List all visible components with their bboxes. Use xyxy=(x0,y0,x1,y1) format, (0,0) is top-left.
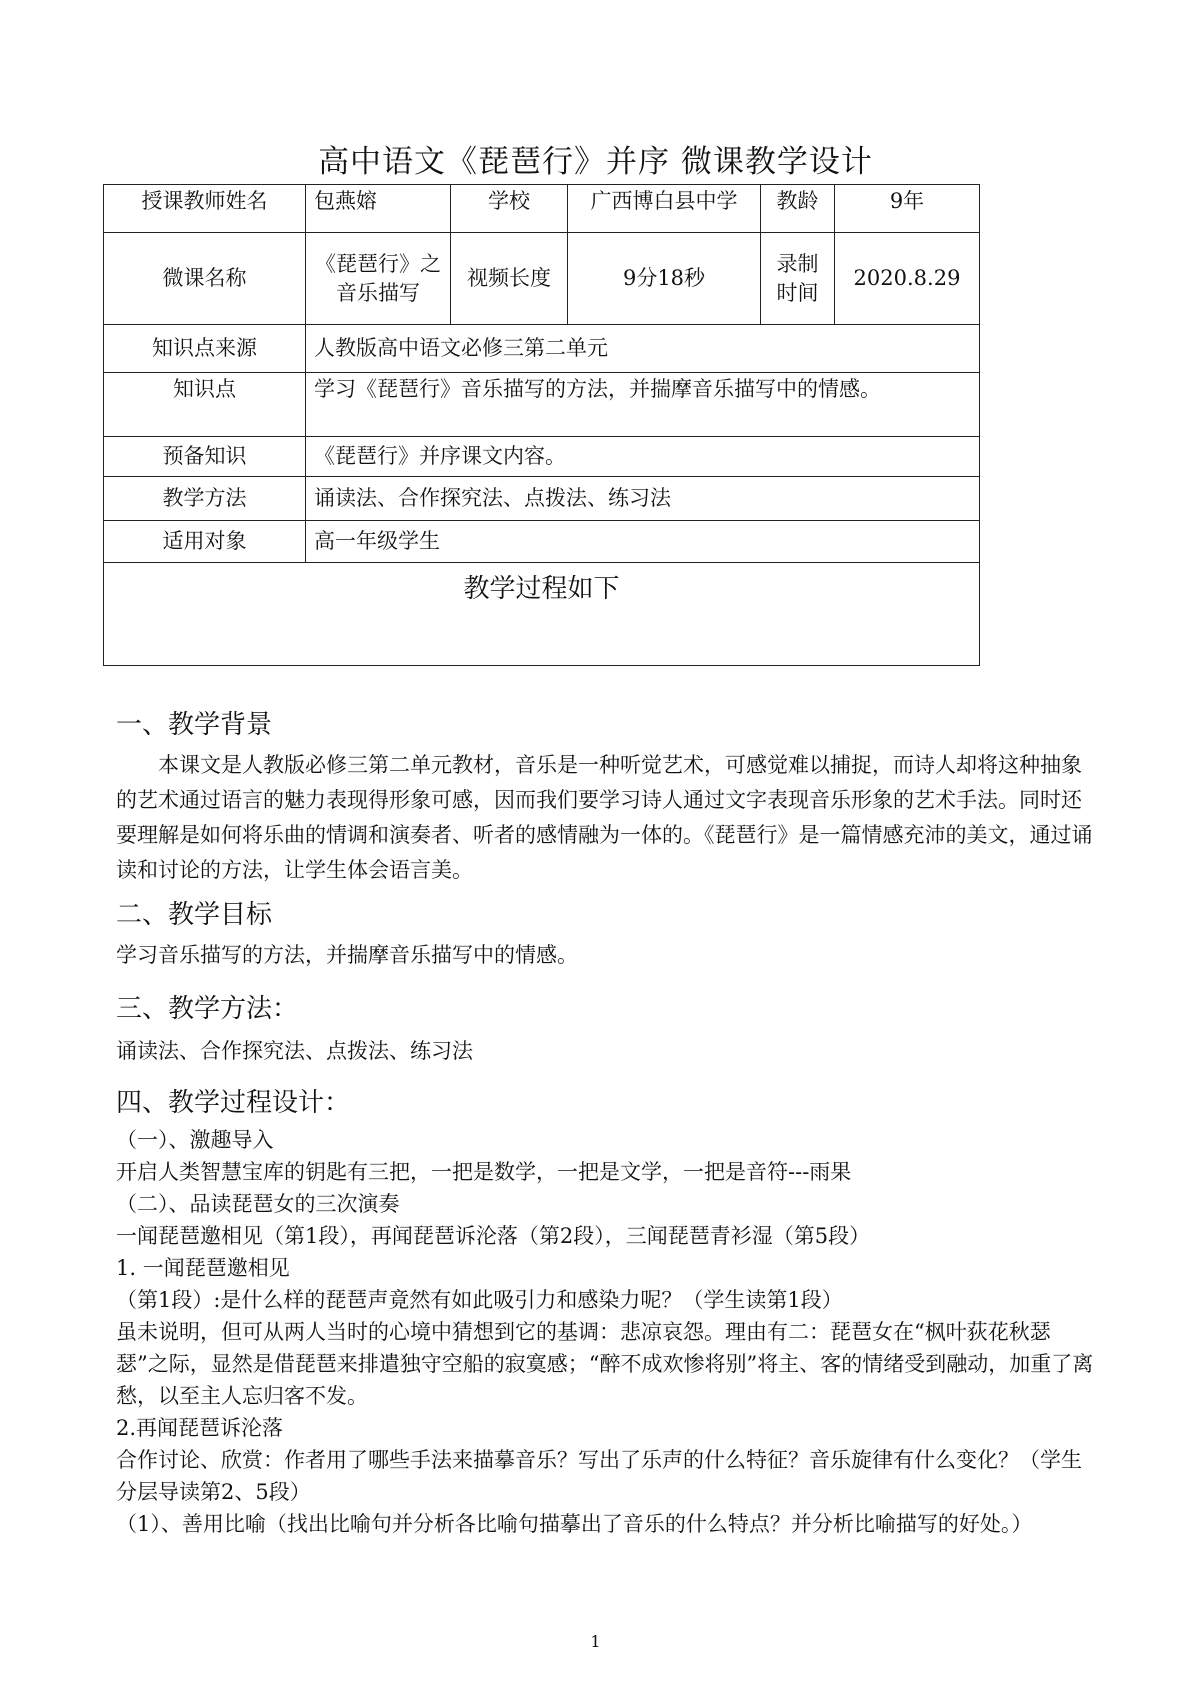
target-value: 高一年级学生 xyxy=(306,521,980,563)
process-line: 虽未说明，但可从两人当时的心境中猜想到它的基调：悲凉哀怨。理由有二：琵琶女在“枫叶荻花秋瑟瑟”之际，显然是借琵琶来排遣独守空船的寂寞感；“醉不成欢惨将别”将主、客的情绪受到融动，加重了离愁，以至主人忘归客不发。 xyxy=(116,1320,1094,1408)
method-label: 教学方法 xyxy=(104,477,306,521)
method-value: 诵读法、合作探究法、点拨法、练习法 xyxy=(306,477,980,521)
target-label: 适用对象 xyxy=(104,521,306,563)
years-value: 9年 xyxy=(835,185,980,233)
section-3-heading: 三、教学方法： xyxy=(116,994,299,1024)
process-line: 开启人类智慧宝库的钥匙有三把，一把是数学，一把是文学，一把是音符---雨果 xyxy=(116,1160,852,1184)
process-line: （1）、善用比喻（找出比喻句并分析各比喻句描摹出了音乐的什么特点？并分析比喻描写的好处。） xyxy=(116,1512,1033,1536)
prep-value: 《琵琶行》并序课文内容。 xyxy=(306,437,980,477)
course-value: 《琵琶行》之音乐描写 xyxy=(306,233,451,325)
process-line: 2.再闻琵琶诉沦落 xyxy=(116,1416,284,1440)
process-line: 一闻琵琶邀相见（第1段），再闻琵琶诉沦落（第2段），三闻琵琶青衫湿（第5段） xyxy=(116,1224,871,1248)
length-label: 视频长度 xyxy=(451,233,568,325)
length-value: 9分18秒 xyxy=(568,233,761,325)
course-info-table xyxy=(103,184,980,666)
school-value: 广西博白县中学 xyxy=(568,185,761,233)
page-number: 1 xyxy=(590,1632,601,1651)
point-label: 知识点 xyxy=(104,373,306,437)
source-label: 知识点来源 xyxy=(104,325,306,373)
section-2-heading: 二、教学目标 xyxy=(116,900,273,930)
process-line: （第1段）:是什么样的琵琶声竟然有如此吸引力和感染力呢？（学生读第1段） xyxy=(116,1288,843,1312)
teacher-label: 授课教师姓名 xyxy=(104,185,306,233)
process-line: （一）、激趣导入 xyxy=(116,1128,274,1152)
school-label: 学校 xyxy=(451,185,568,233)
course-label: 微课名称 xyxy=(104,233,306,325)
section-1-body: 本课文是人教版必修三第二单元教材，音乐是一种听觉艺术，可感觉难以捕捉，而诗人却将这种抽象的艺术通过语言的魅力表现得形象可感，因而我们要学习诗人通过文字表现音乐形象的艺术手法。同时还要理解是如何将乐曲的情调和演奏者、听者的感情融为一体的。《琵琶行》是一篇情感充沛的美文，通过诵读和讨论的方法，让学生体会语言美。 xyxy=(116,753,1093,882)
record-value: 2020.8.29 xyxy=(835,233,980,325)
years-label: 教龄 xyxy=(761,185,835,233)
record-label: 录制时间 xyxy=(761,233,835,325)
section-3-body: 诵读法、合作探究法、点拨法、练习法 xyxy=(116,1039,473,1063)
prep-label: 预备知识 xyxy=(104,437,306,477)
teacher-value: 包燕嫆 xyxy=(306,185,451,233)
section-4-heading: 四、教学过程设计： xyxy=(116,1088,351,1118)
process-heading: 教学过程如下 xyxy=(104,563,980,666)
point-value: 学习《琵琶行》音乐描写的方法，并揣摩音乐描写中的情感。 xyxy=(306,373,980,437)
section-1-heading: 一、教学背景 xyxy=(116,710,273,740)
section-2-body: 学习音乐描写的方法，并揣摩音乐描写中的情感。 xyxy=(116,943,578,967)
section-4-body xyxy=(116,1124,1096,1540)
process-line: （二）、品读琵琶女的三次演奏 xyxy=(116,1192,400,1216)
process-line: 合作讨论、欣赏：作者用了哪些手法来描摹音乐？写出了乐声的什么特征？音乐旋律有什么变化？（学生分层导读第2、5段） xyxy=(116,1448,1082,1504)
page-title: 高中语文《琵琶行》并序 微课教学设计 xyxy=(318,144,873,180)
process-line: 1. 一闻琵琶邀相见 xyxy=(116,1256,290,1280)
source-value: 人教版高中语文必修三第二单元 xyxy=(306,325,980,373)
